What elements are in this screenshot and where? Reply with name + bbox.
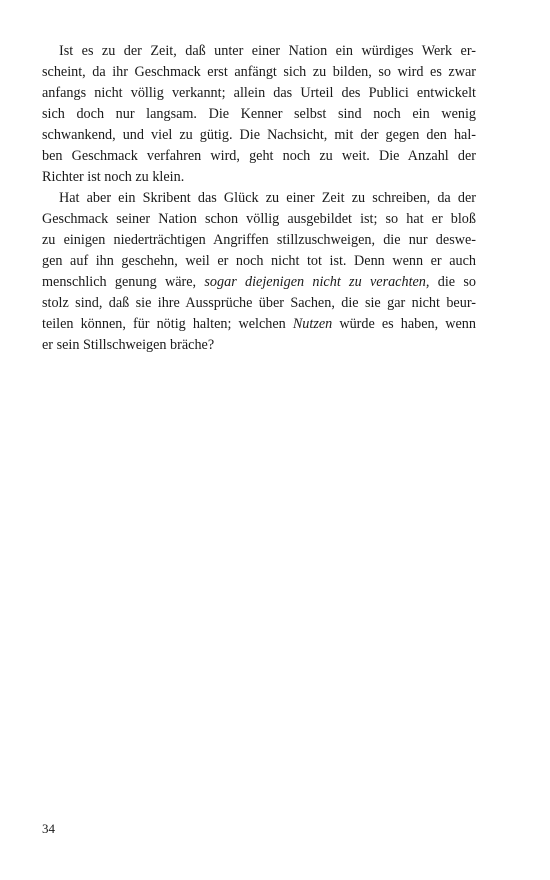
emphasized-text: sogar diejenigen nicht zu verachten, [204,274,430,290]
text-line: ben Geschmack verfahren wird, geht noch zu weit. Die Anzahl der [42,148,476,164]
text-line: Richter ist noch zu klein. [42,169,185,185]
text-line: scheint, da ihr Geschmack erst anfängt sich zu bilden, so wird es zwar [42,64,476,80]
paragraph-1 [42,41,476,188]
text-line: er sein Stillschweigen bräche? [42,337,215,353]
page-number: 34 [42,821,55,836]
page-body [42,41,476,356]
text-line: Hat aber ein Skribent das Glück zu einer Zeit zu schreiben, da der [59,190,476,206]
text-line: schwankend, und viel zu gütig. Die Nachsicht, mit der gegen den hal- [42,127,476,143]
text-line: anfangs nicht völlig verkannt; allein das Urteil des Publici entwickelt [42,85,476,101]
text-segment: würde es haben, wenn [332,316,476,332]
text-segment: menschlich genung wäre, [42,274,205,290]
emphasized-text: Nutzen [292,316,333,332]
text-line: Geschmack seiner Nation schon völlig ausgebildet ist; so hat er bloß [42,211,476,227]
text-segment: teilen können, für nötig halten; welchen [42,316,293,332]
text-line [42,314,476,335]
text-line: sich doch nur langsam. Die Kenner selbst sind noch ein wenig [42,106,476,122]
text-segment: die so [429,274,476,290]
text-line: Ist es zu der Zeit, daß unter einer Nation ein würdiges Werk er- [59,43,476,59]
text-line: zu einigen niederträchtigen Angriffen stillzuschweigen, die nur deswe- [42,232,476,248]
text-line: gen auf ihn geschehn, weil er noch nicht tot ist. Denn wenn er auch [42,253,476,269]
paragraph-2 [42,188,476,356]
text-line [42,272,476,293]
text-line: stolz sind, daß sie ihre Aussprüche über Sachen, die sie gar nicht beur- [42,295,476,311]
